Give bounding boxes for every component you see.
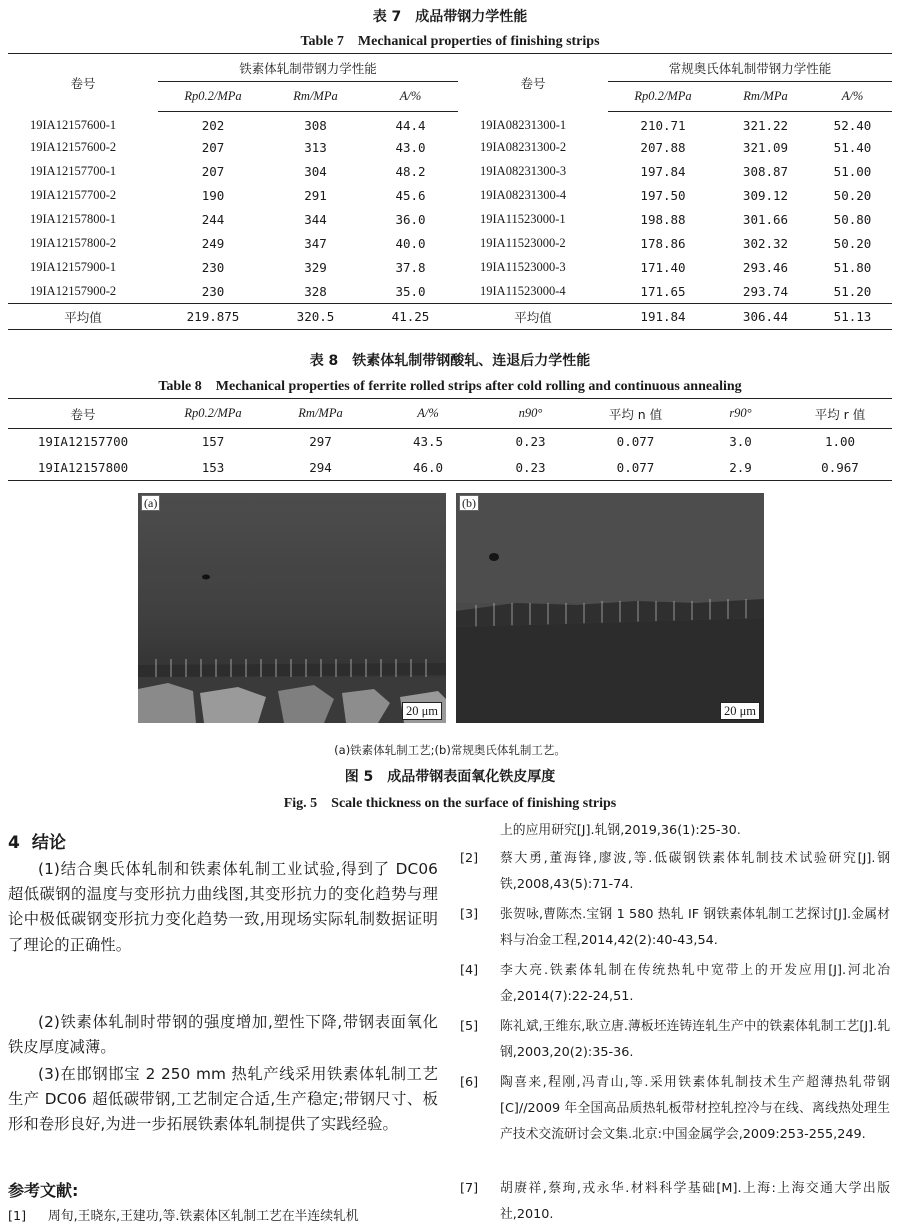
t7-col-rm2: Rm/MPa (718, 82, 813, 112)
t7-cell: 35.0 (395, 283, 426, 299)
reference-text: 陈礼斌,王维东,耿立唐.薄板坯连铸连轧生产中的铁素体轧制工艺[J].轧钢,2003,20(2):35-36. (500, 1019, 890, 1060)
t7-col-a2: A/% (813, 82, 892, 112)
conclusion-paragraph-2: (2)铁素体轧制时带钢的强度增加,塑性下降,带钢表面氧化铁皮厚度减薄。 (8, 1013, 438, 1057)
t8-cell: 19IA12157700 (37, 434, 129, 450)
t7-cell: 197.84 (640, 164, 686, 179)
t7-cell: 50.20 (833, 188, 872, 203)
t7-col-a1: A/% (363, 82, 458, 112)
t7-cell: 19IA08231300-3 (480, 164, 567, 178)
t7-cell: 19IA11523000-2 (480, 236, 566, 250)
reference-index: [6] (460, 1075, 479, 1090)
reference-index: [2] (460, 851, 479, 866)
t7-cell: 230 (201, 283, 225, 299)
t8-col-rm: Rm/MPa (268, 399, 373, 429)
section-number: 4 (8, 833, 20, 853)
t8-cell: 2.9 (729, 459, 752, 475)
table-row (8, 208, 892, 232)
panel-a-label: (a) (141, 495, 160, 511)
t7-cell: 308 (304, 118, 327, 134)
figure5-caption-zh: 图 5 成品带钢表面氧化铁皮厚度 (344, 769, 556, 785)
t7-coil-header-1: 卷号 (70, 75, 96, 91)
t7-cell: 207 (201, 164, 225, 179)
reference-text: 陶喜来,程刚,冯青山,等.采用铁素体轧制技术生产超薄热轧带钢[C]//2009 年全国高品质热轧板带材控轧控冷与在线、离线热处理生产技术交流研讨会文集.北京:中国金属学会,2009:253-255,249. (500, 1075, 890, 1142)
table-row (8, 112, 892, 136)
reference-2 (460, 846, 892, 898)
t7-avg-cell: 41.25 (363, 304, 458, 330)
t7-cell: 309.12 (742, 188, 789, 203)
reference-3 (460, 902, 892, 954)
table-row (8, 232, 892, 256)
reference-4 (460, 958, 892, 1010)
reference-text: 胡赓祥,蔡珣,戎永华.材料科学基础[M].上海:上海交通大学出版社,2010. (500, 1181, 890, 1222)
t8-cell: 297 (309, 434, 332, 450)
t7-cell: 313 (304, 140, 327, 155)
t8-col-avg-r: 平均 r 值 (788, 399, 892, 429)
panel-b-label: (b) (459, 495, 479, 511)
t7-cell: 207.88 (640, 140, 686, 155)
reference-index: [7] (460, 1181, 479, 1196)
t7-cell: 171.65 (640, 283, 686, 299)
figure5-subcaption: (a)铁素体轧制工艺;(b)常规奥氏体轧制工艺。 (334, 743, 566, 757)
table7 (8, 53, 892, 330)
t8-cell: 3.0 (729, 434, 752, 450)
t7-cell: 44.4 (395, 118, 426, 134)
t8-cell: 43.5 (412, 434, 444, 450)
t7-cell: 19IA12157800-1 (30, 212, 117, 226)
t7-cell: 308.87 (742, 164, 789, 179)
table-row-average (8, 304, 892, 330)
t8-cell: 294 (309, 459, 332, 475)
scale-bar-a: 20 μm (402, 702, 442, 720)
t7-cell: 202 (201, 118, 225, 134)
t7-cell: 50.20 (833, 236, 872, 251)
reference-index: [5] (460, 1019, 479, 1034)
t7-cell: 19IA12157700-1 (30, 164, 117, 178)
t7-col-rp1: Rp0.2/MPa (158, 82, 268, 112)
conclusion-paragraph-1: (1)结合奥氏体轧制和铁素体轧制工业试验,得到了 DC06 超低碳钢的温度与变形抗力曲线图,其变形抗力的变化趋势与理论中极低碳钢变形抗力变化趋势一致,用现场实际轧制数据证明了理论的正确性。 (8, 860, 438, 954)
t8-cell: 1.00 (824, 434, 856, 450)
reference-index: [4] (460, 963, 479, 978)
t7-cell: 293.46 (742, 260, 789, 275)
t7-cell: 249 (201, 236, 225, 251)
reference-5 (460, 1014, 892, 1066)
t8-cell: 0.077 (616, 459, 655, 475)
figure5-caption-en: Fig. 5 Scale thickness on the surface of finishing strips (283, 796, 617, 811)
t7-cell: 19IA11523000-4 (480, 283, 566, 298)
reference-1 (8, 1204, 438, 1228)
t8-cell: 0.23 (515, 459, 546, 475)
t7-cell: 19IA12157600-1 (30, 118, 117, 132)
t7-cell: 293.74 (742, 283, 789, 299)
references-heading: 参考文献: (8, 1181, 79, 1200)
t7-cell: 304 (304, 164, 327, 179)
t8-cell: 0.077 (616, 434, 655, 450)
t7-cell: 328 (304, 283, 327, 299)
t7-avg-cell: 306.44 (718, 304, 813, 330)
t8-col-avg-n: 平均 n 值 (578, 399, 693, 429)
table-row (8, 280, 892, 304)
section-heading (8, 828, 66, 853)
t7-cell: 244 (201, 212, 225, 227)
t8-cell: 0.967 (821, 459, 859, 475)
t8-col-a: A/% (373, 399, 483, 429)
t7-cell: 210.71 (640, 118, 686, 134)
t7-col-rm1: Rm/MPa (268, 82, 363, 112)
micrograph-a-image (138, 493, 446, 723)
t7-cell: 36.0 (395, 212, 426, 227)
table-row (8, 429, 892, 455)
t7-cell: 302.32 (742, 236, 789, 251)
table8 (8, 398, 892, 481)
t7-cell: 301.66 (742, 212, 789, 227)
reference-6 (460, 1070, 892, 1174)
t7-cell: 19IA11523000-3 (480, 260, 566, 274)
t8-cell: 46.0 (412, 459, 444, 475)
t7-cell: 198.88 (640, 212, 686, 227)
t7-cell: 37.8 (395, 260, 426, 275)
t7-cell: 19IA08231300-1 (480, 118, 567, 132)
reference-1-continuation (460, 818, 892, 844)
t8-cell: 0.23 (515, 434, 546, 450)
table-row (8, 160, 892, 184)
t7-group2-title: 常规奥氏体轧制带钢力学性能 (608, 54, 892, 82)
reference-text: 上的应用研究[J].轧钢,2019,36(1):25-30. (500, 823, 741, 838)
scale-bar-b: 20 μm (720, 702, 760, 720)
t8-cell: 153 (201, 459, 225, 475)
t8-cell: 19IA12157800 (37, 459, 129, 475)
t7-cell: 347 (304, 236, 327, 251)
reference-text: 李大亮.铁素体轧制在传统热轧中宽带上的开发应用[J].河北冶金,2014(7):22-24,51. (500, 963, 890, 1004)
t7-cell: 43.0 (395, 140, 426, 155)
reference-7 (460, 1176, 892, 1228)
t7-cell: 321.09 (742, 140, 789, 155)
reference-index: [3] (460, 907, 479, 922)
table-row (8, 455, 892, 481)
t7-cell: 190 (201, 188, 225, 203)
t7-cell: 291 (304, 188, 327, 203)
t8-col-coil: 卷号 (8, 399, 158, 429)
t7-cell: 48.2 (395, 164, 426, 179)
t7-cell: 19IA12157600-2 (30, 140, 117, 154)
micrograph-b-image (456, 493, 764, 723)
reference-text: 蔡大勇,董海锋,廖波,等.低碳钢铁素体轧制技术试验研究[J].钢铁,2008,43(5):71-74. (500, 851, 890, 892)
t7-cell: 197.50 (640, 188, 686, 203)
t7-cell: 321.22 (742, 118, 789, 134)
t7-cell: 230 (201, 260, 225, 275)
t7-avg-cell: 191.84 (608, 304, 718, 330)
reference-index: [1] (8, 1209, 27, 1224)
t7-cell: 19IA12157800-2 (30, 236, 117, 250)
t8-col-rp: Rp0.2/MPa (158, 399, 268, 429)
t7-cell: 45.6 (395, 188, 426, 203)
t7-avg-cell: 51.13 (813, 304, 892, 330)
t7-group1-title: 铁素体轧制带钢力学性能 (158, 54, 458, 82)
figure5-panel-b (456, 493, 764, 723)
t8-cell: 157 (201, 434, 225, 450)
table-row (8, 136, 892, 160)
t7-coil-header-2: 卷号 (520, 75, 546, 91)
t7-cell: 19IA12157900-2 (30, 283, 117, 298)
t7-cell: 207 (201, 140, 225, 155)
table-row (8, 184, 892, 208)
t8-col-n90: n90° (483, 399, 578, 429)
t7-col-rp2: Rp0.2/MPa (608, 82, 718, 112)
t7-cell: 19IA11523000-1 (480, 212, 566, 226)
t7-cell: 51.40 (833, 140, 872, 155)
t7-cell: 19IA12157900-1 (30, 260, 117, 274)
table7-caption-zh: 表 7 成品带钢力学性能 (372, 9, 528, 25)
t7-cell: 50.80 (833, 212, 872, 227)
table8-caption-en: Table 8 Mechanical properties of ferrite rolled strips after cold rolling and continuous annealing (158, 379, 742, 394)
t7-cell: 171.40 (640, 260, 686, 275)
t7-avg-cell: 219.875 (158, 304, 268, 330)
t7-cell: 344 (304, 212, 327, 227)
table-row (8, 256, 892, 280)
t7-cell: 329 (304, 260, 327, 275)
figure5-panel-a (138, 493, 446, 723)
t7-cell: 19IA08231300-4 (480, 188, 567, 202)
section-title: 结论 (31, 833, 66, 853)
t7-cell: 178.86 (640, 236, 686, 251)
t7-avg-cell: 320.5 (268, 304, 363, 330)
reference-text: 张贺咏,曹陈杰.宝钢 1 580 热轧 IF 钢铁素体轧制工艺探讨[J].金属材料与冶金工程,2014,42(2):40-43,54. (500, 907, 890, 948)
t7-cell: 19IA08231300-2 (480, 140, 567, 154)
table7-caption-en: Table 7 Mechanical properties of finishing strips (300, 34, 600, 49)
t7-cell: 40.0 (395, 236, 426, 251)
t7-cell: 51.20 (833, 283, 872, 299)
t7-cell: 51.80 (833, 260, 872, 275)
t7-cell: 51.00 (833, 164, 872, 179)
t7-avg-label-1: 平均值 (8, 304, 158, 330)
t7-cell: 52.40 (833, 118, 872, 134)
t7-cell: 19IA12157700-2 (30, 188, 117, 202)
t8-col-r90: r90° (693, 399, 788, 429)
t7-avg-label-2: 平均值 (458, 304, 608, 330)
conclusion-paragraph-3: (3)在邯钢邯宝 2 250 mm 热轧产线采用铁素体轧制工艺生产 DC06 超低碳带钢,工艺制定合适,生产稳定;带钢尺寸、板形和卷形良好,为进一步拓展铁素体轧制提供了实践经验。 (8, 1065, 438, 1134)
table8-caption-zh: 表 8 铁素体轧制带钢酸轧、连退后力学性能 (309, 353, 591, 369)
reference-text: 周旬,王晓东,王建功,等.铁素体区轧制工艺在半连续轧机 (48, 1209, 359, 1224)
